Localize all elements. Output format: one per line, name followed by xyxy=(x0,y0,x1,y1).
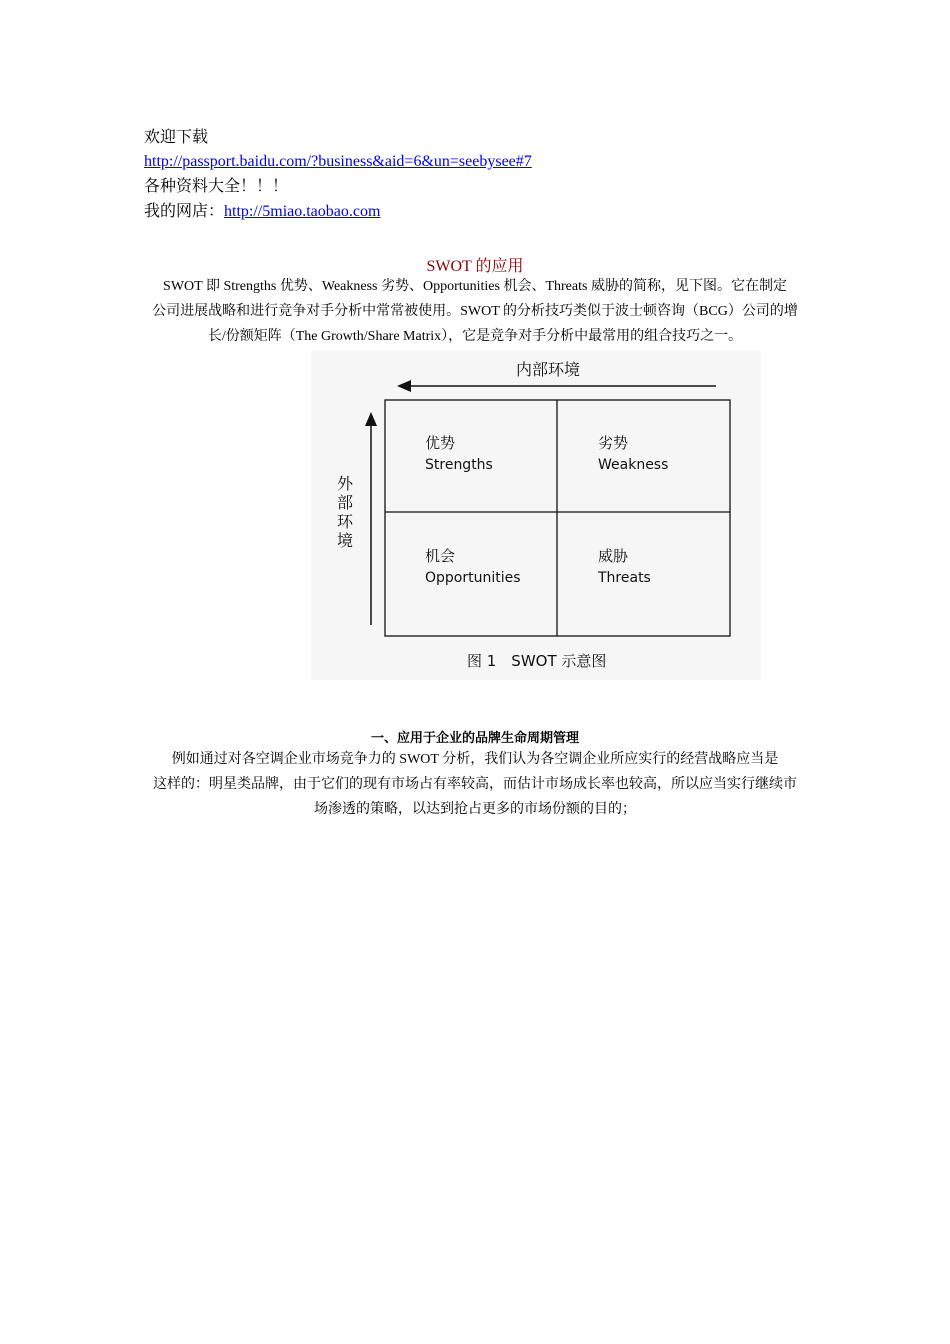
figure-caption: 图 1 SWOT 示意图 xyxy=(467,652,607,670)
section-line-2: 这样的：明星类品牌，由于它们的现有市场占有率较高，而估计市场成长率也较高，所以应当实行继续市 xyxy=(153,777,797,792)
taobao-link[interactable]: http://5miao.taobao.com xyxy=(224,203,381,220)
external-env-label: 外 部 环 境 xyxy=(336,474,353,550)
section-line-1: 例如通过对各空调企业市场竞争力的 SWOT 分析，我们认为各空调企业所应实行的经营战略应当是 xyxy=(171,752,779,767)
quadrant-opportunities: 机会 Opportunities xyxy=(425,547,521,586)
internal-env-label: 内部环境 xyxy=(516,360,581,379)
materials-text: 各种资料大全！！！ xyxy=(144,178,289,195)
external-arrowhead xyxy=(365,412,377,426)
shop-label: 我的网店： xyxy=(144,203,225,220)
quadrant-threats: 威胁 Threats xyxy=(598,547,651,586)
section-line-3: 场渗透的策略，以达到抢占更多的市场份额的目的； xyxy=(314,802,636,817)
intro-paragraph xyxy=(140,274,810,349)
intro-line-2: 公司进展战略和进行竞争对手分析中常常被使用。SWOT 的分析技巧类似于波士顿咨询（BCG）公司的增 xyxy=(152,304,798,319)
internal-arrowhead xyxy=(397,380,411,392)
article-title: SWOT 的应用 xyxy=(426,258,524,275)
section-paragraph xyxy=(140,747,810,822)
quadrant-weakness: 劣势 Weakness xyxy=(598,434,669,473)
quadrant-strengths: 优势 Strengths xyxy=(425,434,493,473)
swot-figure xyxy=(311,350,761,680)
welcome-text: 欢迎下载 xyxy=(144,129,209,146)
section-heading: 一、应用于企业的品牌生命周期管理 xyxy=(370,731,579,746)
baidu-link[interactable]: http://passport.baidu.com/?business&aid=6&un=seebysee#7 xyxy=(144,153,532,170)
shop-line xyxy=(144,201,380,223)
download-link-line xyxy=(144,151,532,173)
intro-line-3: 长/份额矩阵（The Growth/Share Matrix），它是竞争对手分析中最常用的组合技巧之一。 xyxy=(207,329,743,344)
intro-line-1: SWOT 即 Strengths 优势、Weakness 劣势、Opportunities 机会、Threats 威胁的简称，见下图。它在制定 xyxy=(163,279,787,294)
swot-diagram xyxy=(311,350,761,680)
